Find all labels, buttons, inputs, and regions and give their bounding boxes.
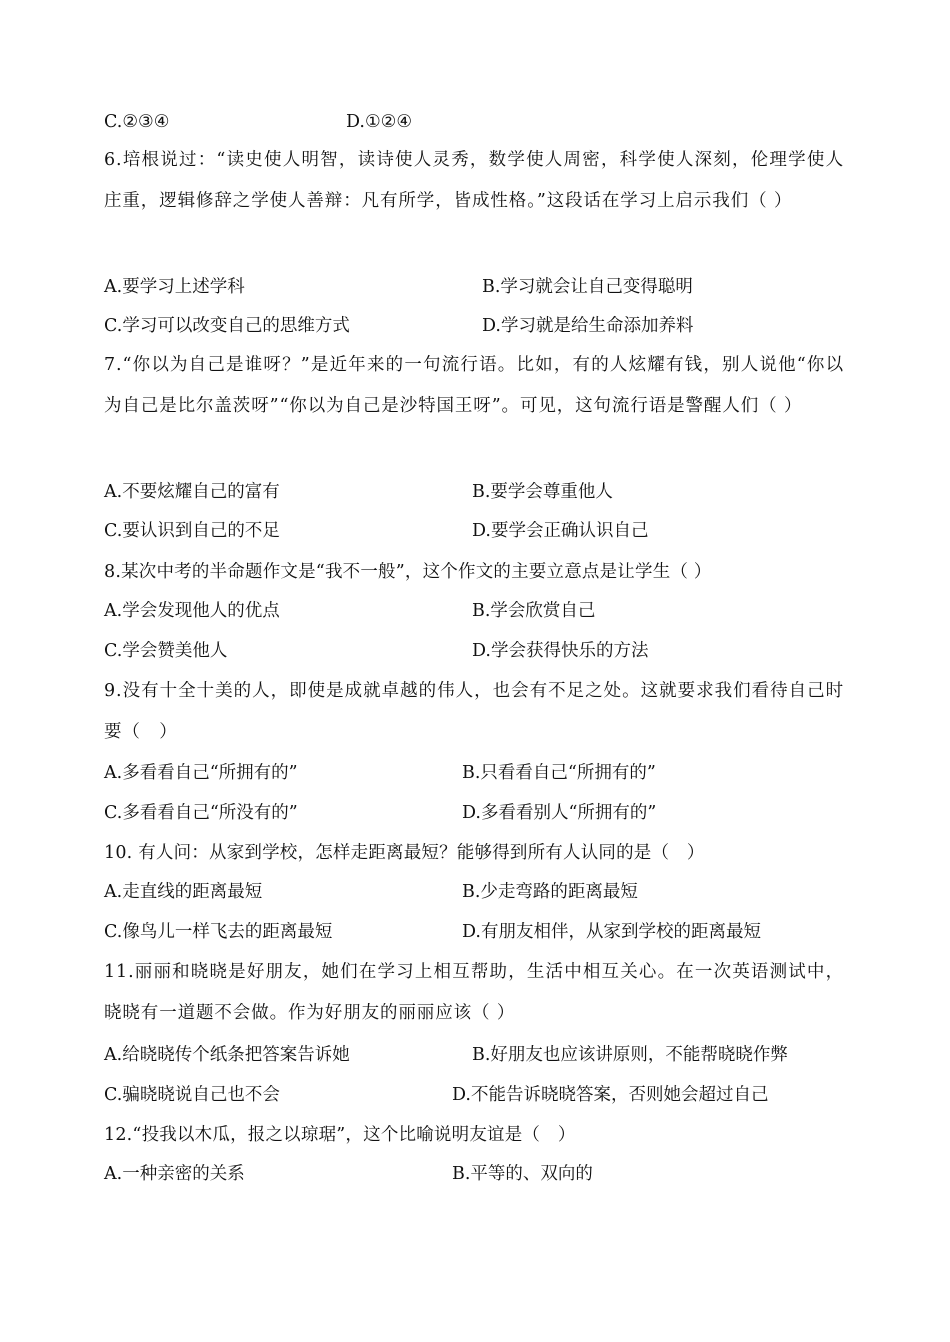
option-q9-d: D.多看看别人“所拥有的” xyxy=(462,803,657,823)
question-11-stem: 11.丽丽和晓晓是好朋友，她们在学习上相互帮助，生活中相互关心。在一次英语测试中，晓晓有一道题不会做。作为好朋友的丽丽应该（ ） xyxy=(104,962,844,1023)
option-q11-c: C.骗晓晓说自己也不会 xyxy=(104,1085,280,1105)
option-q10-c: C.像鸟儿一样飞去的距离最短 xyxy=(104,922,333,942)
option-q9-a: A.多看看自己“所拥有的” xyxy=(104,763,298,783)
option-q6-d: D.学习就是给生命添加养料 xyxy=(482,316,694,336)
option-q6-b: B.学习就会让自己变得聪明 xyxy=(482,277,693,297)
question-12-stem: 12.“投我以木瓜，报之以琼琚”，这个比喻说明友谊是（ ） xyxy=(104,1125,576,1145)
option-q11-d: D.不能告诉晓晓答案，否则她会超过自己 xyxy=(452,1085,769,1105)
question-6-stem: 6.培根说过：“读史使人明智，读诗使人灵秀，数学使人周密，科学使人深刻，伦理学使人庄重，逻辑修辞之学使人善辩：凡有所学，皆成性格。”这段话在学习上启示我们（ ） xyxy=(104,150,844,211)
option-q7-a: A.不要炫耀自己的富有 xyxy=(104,482,280,502)
option-q9-b: B.只看看自己“所拥有的” xyxy=(462,763,656,783)
option-q12-a: A.一种亲密的关系 xyxy=(104,1164,245,1184)
question-9-stem: 9.没有十全十美的人，即使是成就卓越的伟人，也会有不足之处。这就要求我们看待自己时要（ ） xyxy=(104,681,844,742)
option-q10-d: D.有朋友相伴，从家到学校的距离最短 xyxy=(462,922,761,942)
option-q8-b: B.学会欣赏自己 xyxy=(472,601,596,621)
option-q8-a: A.学会发现他人的优点 xyxy=(104,601,280,621)
option-q5-c: C.②③④ xyxy=(104,112,170,132)
option-q8-d: D.学会获得快乐的方法 xyxy=(472,641,649,661)
option-q11-a: A.给晓晓传个纸条把答案告诉她 xyxy=(104,1045,350,1065)
option-q7-d: D.要学会正确认识自己 xyxy=(472,521,649,541)
option-q9-c: C.多看看自己“所没有的” xyxy=(104,803,298,823)
option-q7-c: C.要认识到自己的不足 xyxy=(104,521,280,541)
question-10-stem: 10. 有人问：从家到学校，怎样走距离最短？能够得到所有人认同的是（ ） xyxy=(104,843,705,863)
option-q12-b: B.平等的、双向的 xyxy=(452,1164,593,1184)
question-7-stem: 7.“你以为自己是谁呀？”是近年来的一句流行语。比如，有的人炫耀有钱，别人说他“你以为自己是比尔盖茨呀”“你以为自己是沙特国王呀”。可见，这句流行语是警醒人们（ ） xyxy=(104,355,844,416)
option-q6-c: C.学习可以改变自己的思维方式 xyxy=(104,316,350,336)
option-q5-d: D.①②④ xyxy=(346,112,413,132)
question-8-stem: 8.某次中考的半命题作文是“我不一般”，这个作文的主要立意点是让学生（ ） xyxy=(104,562,712,582)
option-q6-a: A.要学习上述学科 xyxy=(104,277,245,297)
option-q7-b: B.要学会尊重他人 xyxy=(472,482,613,502)
option-q11-b: B.好朋友也应该讲原则，不能帮晓晓作弊 xyxy=(472,1045,788,1065)
option-q10-b: B.少走弯路的距离最短 xyxy=(462,882,638,902)
option-q8-c: C.学会赞美他人 xyxy=(104,641,228,661)
option-q10-a: A.走直线的距离最短 xyxy=(104,882,263,902)
